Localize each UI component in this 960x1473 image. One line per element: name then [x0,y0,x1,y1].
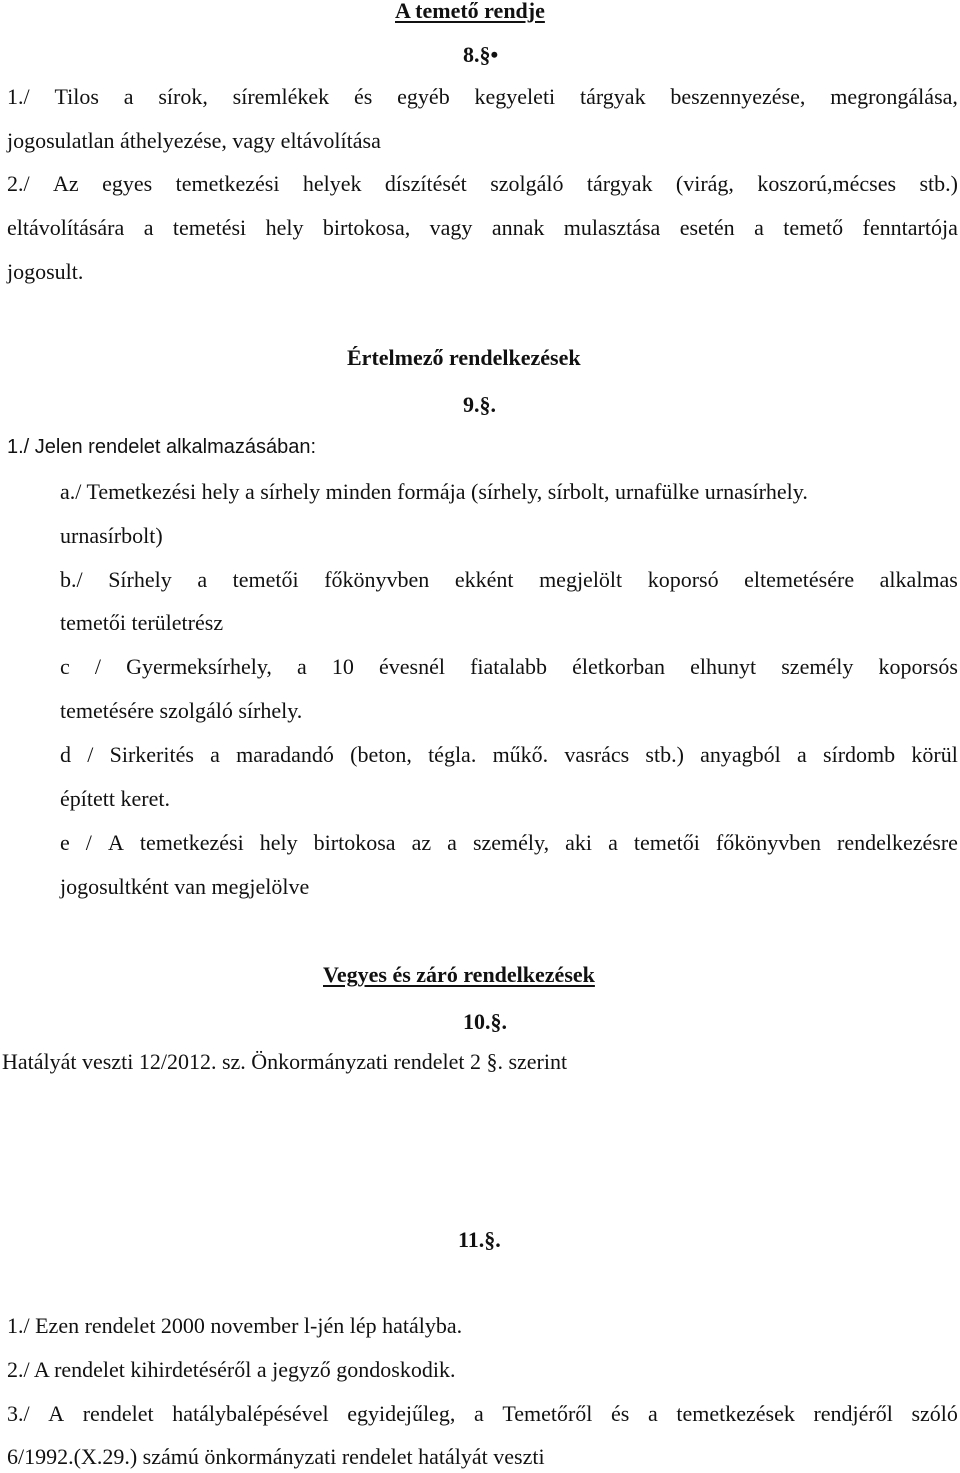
word: a [608,830,618,855]
word: A [107,830,124,855]
word: szolgáló [490,171,564,196]
word: a [197,567,208,592]
section-11-paragraph-3-line-1 [7,1403,958,1425]
word: (beton, [350,742,412,767]
word: alkalmas [879,567,958,592]
word: évesnél [379,654,445,679]
word: c [60,654,70,679]
word: b./ [60,567,83,592]
word: megrongálása, [830,84,958,109]
word: esetén [679,215,735,240]
definition-c-line-1 [60,656,958,678]
definition-d-line-1 [60,744,958,766]
word: a [447,830,457,855]
word: hely [259,830,298,855]
word: annak [491,215,545,240]
word: megjelölt [539,567,623,592]
word: 3./ [7,1401,30,1426]
section-8-paragraph-1-line-1 [7,86,958,108]
word: stb.) [645,742,684,767]
word: temetkezési [175,171,280,196]
section-8-paragraph-2-line-1 [7,173,958,195]
section-10-text: Hatályát veszti 12/2012. sz. Önkormányzati rendelet 2 §. szerint [2,1049,568,1074]
word: a [754,215,764,240]
section-11-paragraph-1: 1./ Ezen rendelet 2000 november l-jén lép hatályba. [7,1313,463,1338]
word: helyek [302,171,362,196]
word: birtokosa [313,830,396,855]
word: főkönyvben [715,830,821,855]
section-11-paragraph-3-line-2: 6/1992.(X.29.) számú önkormányzati rendelet hatályát veszti [7,1444,545,1469]
word: (virág, [675,171,734,196]
word: temető [783,215,844,240]
definition-c-line-2: temetésére szolgáló sírhely. [60,698,303,723]
definition-e-line-1 [60,832,958,854]
word: hatálybalépésével [172,1401,329,1426]
word: 1./ [7,84,30,109]
word: / [87,742,94,767]
word: Az [53,171,79,196]
definition-a-line-2: urnasírbolt) [60,523,163,548]
definition-e-line-2: jogosultként van megjelölve [60,874,310,899]
word: / [94,654,101,679]
word: az [411,830,432,855]
word: temetkezési [139,830,244,855]
word: temetői [633,830,700,855]
word: életkorban [572,654,666,679]
word: Temetőről [502,1401,593,1426]
word: aki [565,830,593,855]
word: mulasztása [563,215,661,240]
word: sírdomb [823,742,896,767]
word: hely [265,215,304,240]
word: d [60,742,71,767]
word: koszorú,mécses [757,171,897,196]
word: Tilos [54,84,99,109]
section-10-title: Vegyes és záró rendelkezések [323,962,595,987]
word: e [60,830,70,855]
section-11-paragraph-2: 2./ A rendelet kihirdetéséről a jegyző gondoskodik. [7,1357,456,1382]
word: személy, [472,830,550,855]
word: fiatalabb [470,654,548,679]
section-8-paragraph-2-line-3: jogosult. [7,259,84,284]
definition-d-line-2: épített keret. [60,786,170,811]
word: tégla. [428,742,477,767]
section-10-number: 10.§. [463,1009,507,1034]
word: eltemetésére [744,567,855,592]
word: temetési [172,215,247,240]
definition-b-line-1 [60,569,958,591]
word: Sírhely [108,567,172,592]
word: vasrács [564,742,630,767]
word: beszennyezése, [670,84,806,109]
word: a [123,84,134,109]
word: vagy [429,215,473,240]
word: / [85,830,92,855]
word: főkönyvben [324,567,430,592]
word: eltávolítására [7,215,125,240]
word: műkő. [492,742,549,767]
word: a [210,742,220,767]
word: koporsó [647,567,719,592]
word: maradandó [236,742,334,767]
word: temetői [232,567,299,592]
definition-a-line-1: a./ Temetkezési hely a sírhely minden formája (sírhely, sírbolt, urnafülke urnasírhely. [60,479,808,504]
word: egyéb [397,84,450,109]
word: síremlékek [232,84,330,109]
word: díszítését [384,171,467,196]
section-8-paragraph-1-line-2: jogosulatlan áthelyezése, vagy eltávolítása [7,128,381,153]
word: rendelkezésre [837,830,958,855]
word: birtokosa, [322,215,411,240]
section-9-title: Értelmező rendelkezések [347,345,581,370]
section-8-paragraph-2-line-2 [7,217,958,239]
word: Gyermeksírhely, [126,654,272,679]
word: egyes [102,171,153,196]
section-9-intro: 1./ Jelen rendelet alkalmazásában: [7,436,317,458]
word: elhunyt [690,654,757,679]
word: rendjéről [813,1401,893,1426]
word: ekként [454,567,514,592]
word: temetkezések [676,1401,795,1426]
word: egyidejűleg, [347,1401,456,1426]
word: 2./ [7,171,30,196]
word: a [143,215,154,240]
word: rendelet [82,1401,154,1426]
word: tárgyak [586,171,653,196]
word: személy [781,654,854,679]
word: stb.) [919,171,958,196]
word: fenntartója [862,215,958,240]
word: és [611,1401,630,1426]
section-11-number: 11.§. [458,1227,501,1252]
word: a [797,742,807,767]
word: A [48,1401,65,1426]
word: szóló [911,1401,958,1426]
word: kegyeleti [474,84,556,109]
word: anyagból [700,742,781,767]
section-9-number: 9.§. [463,392,496,417]
word: sírok, [158,84,208,109]
word: és [354,84,373,109]
word: körül [911,742,958,767]
word: Sirkerités [109,742,194,767]
word: tárgyak [580,84,646,109]
definition-b-line-2: temetői területrész [60,610,224,635]
word: a [297,654,307,679]
word: koporsós [878,654,958,679]
word: a [647,1401,658,1426]
word: a [473,1401,484,1426]
word: 10 [331,654,354,679]
section-8-title: A temető rendje [395,0,545,23]
section-8-number: 8.§• [463,42,499,67]
